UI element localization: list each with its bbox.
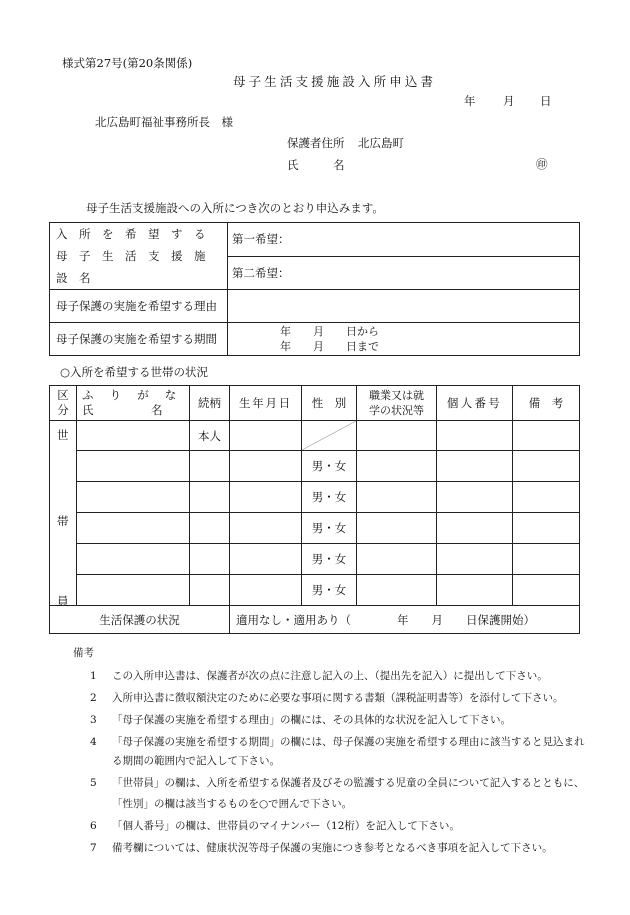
self-relation: 本人 [190, 421, 230, 451]
name-field[interactable] [77, 575, 190, 606]
sex-option[interactable]: 男・女 [302, 451, 357, 482]
address-value: 北広島町 [358, 136, 404, 150]
note-number: 7 [90, 842, 97, 854]
second-choice-field[interactable] [228, 256, 580, 290]
note-text: 「性別」の欄は該当するものを○で囲んで下さい。 [112, 798, 353, 810]
number-field[interactable] [437, 482, 513, 513]
diagonal-slash [302, 421, 356, 450]
header-name-label: 氏 名 [82, 403, 163, 417]
note-item [90, 690, 564, 705]
name-field[interactable] [77, 421, 190, 451]
header-relation: 続柄 [190, 386, 230, 421]
section-title: ○入所を希望する世帯の状況 [60, 365, 209, 379]
birth-field[interactable] [230, 482, 302, 513]
birth-field[interactable] [230, 544, 302, 575]
name-field[interactable] [77, 513, 190, 544]
label-in: 員 [57, 594, 69, 608]
intro-text: 母子生活支援施設への入所につき次のとおり申込みます。 [86, 201, 384, 215]
header-job-2: 学の状況等 [369, 404, 424, 417]
birth-field[interactable] [230, 575, 302, 606]
name-field[interactable] [77, 482, 190, 513]
relation-field[interactable] [190, 544, 230, 575]
addressee: 北広島町福祉事務所長 様 [95, 115, 233, 129]
header-number: 個人番号 [437, 386, 513, 421]
relation-field[interactable] [190, 513, 230, 544]
note-number: 3 [90, 714, 97, 726]
number-field[interactable] [437, 451, 513, 482]
header-kubun [50, 386, 77, 421]
sex-slash-cell [302, 421, 357, 451]
header-birth: 生年月日 [230, 386, 302, 421]
household-column-label [50, 421, 77, 606]
welfare-label: 生活保護の状況 [50, 606, 230, 634]
facility-label-cell [50, 223, 228, 290]
note-number: 1 [90, 670, 97, 682]
household-table [49, 385, 580, 634]
note-item [90, 668, 548, 683]
header-job-1: 職業又は就 [369, 389, 424, 402]
note-number: 2 [90, 692, 97, 704]
date-month: 月 [503, 94, 515, 108]
second-choice-label: 第二希望： [232, 265, 290, 280]
note-item [90, 734, 585, 749]
job-field[interactable] [357, 513, 437, 544]
relation-field[interactable] [190, 451, 230, 482]
date-day: 日 [540, 94, 552, 108]
label-se: 世 [57, 428, 69, 442]
date-year: 年 [464, 94, 476, 108]
note-text: 「個人番号」の欄は、世帯員のマイナンバー（12桁）を記入して下さい。 [112, 820, 460, 832]
remarks-field[interactable] [513, 421, 580, 451]
note-item [90, 796, 352, 811]
header-furigana: ふ り が な [82, 388, 179, 402]
first-choice-label: 第一希望： [232, 232, 290, 247]
sex-option[interactable]: 男・女 [302, 513, 357, 544]
address-label: 保護者住所 [287, 136, 345, 150]
sex-option[interactable]: 男・女 [302, 544, 357, 575]
number-field[interactable] [437, 513, 513, 544]
reason-label: 母子保護の実施を希望する理由 [50, 290, 228, 323]
seal-mark: ㊞ [536, 157, 548, 171]
welfare-status[interactable]: 適用なし・適用あり（ 年 月 日保護開始） [230, 606, 580, 634]
notes-title: 備考 [73, 647, 94, 659]
note-text: 「世帯員」の欄は、入所を希望する保護者及びその監護する児童の全員について記入するとともに、 [112, 777, 585, 789]
remarks-field[interactable] [513, 575, 580, 606]
application-table [49, 222, 580, 356]
birth-field[interactable] [230, 513, 302, 544]
sex-option[interactable]: 男・女 [302, 575, 357, 606]
period-to: 年 月 日まで [280, 340, 379, 353]
label-tai: 帯 [57, 514, 69, 528]
job-field[interactable] [357, 451, 437, 482]
note-item [90, 818, 460, 833]
reason-field[interactable] [228, 290, 580, 323]
job-field[interactable] [357, 575, 437, 606]
note-item [90, 775, 584, 790]
first-choice-field[interactable] [228, 223, 580, 257]
period-field[interactable] [228, 323, 580, 356]
facility-label-line2: 母 子 生 活 支 援 施 設 名 [56, 249, 217, 285]
remarks-field[interactable] [513, 482, 580, 513]
remarks-field[interactable] [513, 513, 580, 544]
name-label: 氏 名 [287, 158, 345, 172]
header-kubun-1: 区 [57, 388, 69, 402]
note-number: 6 [90, 820, 97, 832]
job-field[interactable] [357, 421, 437, 451]
note-item [90, 840, 553, 855]
relation-field[interactable] [190, 575, 230, 606]
note-text: 入所申込書に徴収額決定のために必要な事項に関する書類（課税証明書等）を添付して下さい。 [112, 692, 564, 704]
remarks-field[interactable] [513, 451, 580, 482]
form-number: 様式第27号(第20条関係) [62, 56, 193, 70]
note-text: 「母子保護の実施を希望する理由」の欄には、その具体的な状況を記入して下さい。 [112, 714, 511, 726]
name-field[interactable] [77, 544, 190, 575]
note-number: 5 [90, 777, 97, 789]
period-from: 年 月 日から [280, 325, 379, 338]
number-field[interactable] [437, 575, 513, 606]
header-name [77, 386, 190, 421]
header-sex: 性 別 [302, 386, 357, 421]
note-text: この入所申込書は、保護者が次の点に注意し記入の上、（提出先を記入）に提出して下さい。 [112, 670, 548, 682]
period-label: 母子保護の実施を希望する期間 [50, 323, 228, 356]
note-number: 4 [90, 736, 97, 748]
remarks-field[interactable] [513, 544, 580, 575]
sex-option[interactable]: 男・女 [302, 482, 357, 513]
job-field[interactable] [357, 482, 437, 513]
note-item [90, 712, 511, 727]
header-job [357, 386, 437, 421]
birth-field[interactable] [230, 451, 302, 482]
note-item [90, 753, 280, 768]
birth-field[interactable] [230, 421, 302, 451]
header-kubun-2: 分 [57, 403, 69, 417]
note-text: る期間の範囲内で記入して下さい。 [112, 755, 280, 767]
number-field[interactable] [437, 544, 513, 575]
facility-label-line1: 入 所 を 希 望 す る [56, 227, 206, 241]
header-remarks: 備 考 [513, 386, 580, 421]
name-field[interactable] [77, 451, 190, 482]
form-title: 母子生活支援施設入所申込書 [233, 74, 437, 89]
relation-field[interactable] [190, 482, 230, 513]
note-text: 「母子保護の実施を希望する期間」の欄には、母子保護の実施を希望する理由に該当すると見込まれ [112, 736, 585, 748]
job-field[interactable] [357, 544, 437, 575]
note-text: 備考欄については、健康状況等母子保護の実施につき参考となるべき事項を記入して下さい。 [112, 842, 553, 854]
number-field[interactable] [437, 421, 513, 451]
